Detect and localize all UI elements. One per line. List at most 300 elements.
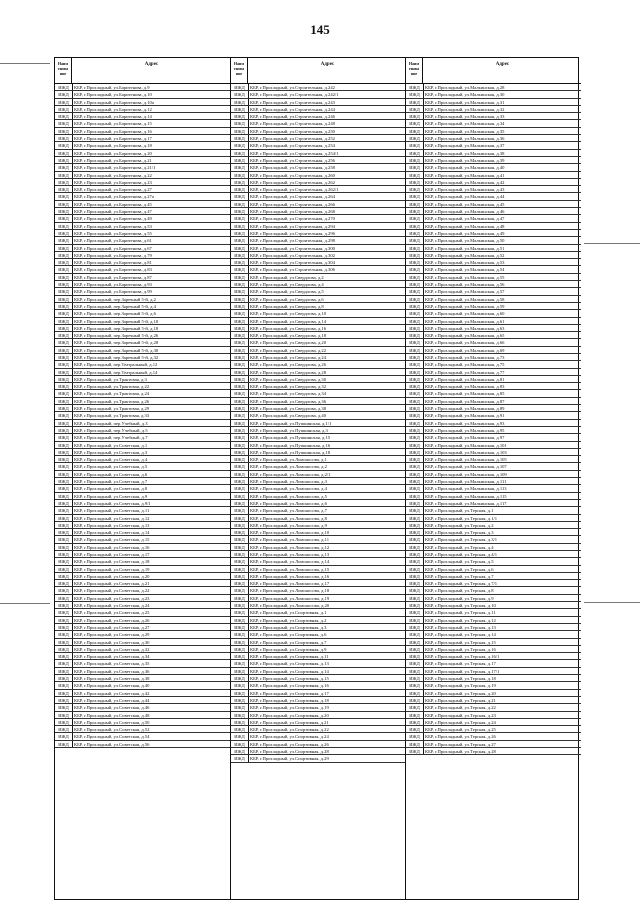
table-row	[55, 398, 230, 405]
object-type-cell: ИЖД	[406, 595, 424, 601]
table-row	[231, 536, 406, 543]
object-type-cell: ИЖД	[55, 653, 73, 659]
object-type-cell: ИЖД	[231, 536, 249, 542]
address-cell: КБР, г.Прохладный, ул.Терская, д.19	[425, 683, 496, 689]
object-type-cell: ИЖД	[406, 463, 424, 469]
table-column-2	[230, 58, 406, 899]
object-type-cell: ИЖД	[406, 215, 424, 221]
object-type-cell: ИЖД	[231, 369, 249, 375]
table-row	[55, 230, 230, 237]
object-type-cell: ИЖД	[231, 288, 249, 294]
table-row	[55, 471, 230, 478]
table-row	[406, 325, 581, 332]
address-cell: КБР, г.Прохладный, ул.Малкинская, д.95	[425, 427, 505, 433]
address-cell: КБР, г.Прохладный, ул.Трактовая, д.22	[74, 384, 150, 390]
table-row	[55, 383, 230, 390]
address-cell: КБР, г.Прохладный, ул.Советская, д.16	[74, 544, 150, 550]
table-row	[55, 128, 230, 135]
address-cell: КБР, г.Прохладный, ул.Баритенова, д.21/1	[74, 165, 156, 171]
table-row	[231, 142, 406, 149]
object-type-cell: ИЖД	[55, 274, 73, 280]
address-cell: КБР, г.Прохладный, ул.Баритенова, д.10	[74, 92, 152, 98]
object-type-cell: ИЖД	[55, 646, 73, 652]
table-row	[231, 566, 406, 573]
object-type-cell: ИЖД	[406, 354, 424, 360]
table-row	[55, 120, 230, 127]
address-cell: КБР, г.Прохладный, ул.Спортивная, д.18	[250, 697, 329, 703]
object-type-cell: ИЖД	[231, 398, 249, 404]
object-type-cell: ИЖД	[231, 660, 249, 666]
object-type-cell: ИЖД	[231, 690, 249, 696]
object-type-cell: ИЖД	[55, 390, 73, 396]
object-type-cell: ИЖД	[231, 478, 249, 484]
object-type-cell: ИЖД	[55, 339, 73, 345]
table-row	[55, 741, 230, 748]
address-cell: КБР, г.Прохладный, ул.Терская, д.4	[425, 544, 494, 550]
table-row	[406, 281, 581, 288]
address-cell: КБР, г.Прохладный, ул.Советская, д.21	[74, 581, 150, 587]
address-cell: КБР, г.Прохладный, ул.Ломоносова, д.9	[250, 522, 327, 528]
address-cell: КБР, г.Прохладный, ул.Баритенова, д.61	[74, 238, 152, 244]
table-row	[231, 390, 406, 397]
address-cell: КБР, г.Прохладный, ул.Баритенова, д.79	[74, 252, 152, 258]
object-type-cell: ИЖД	[231, 296, 249, 302]
object-type-cell: ИЖД	[55, 515, 73, 521]
object-type-cell: ИЖД	[231, 427, 249, 433]
object-type-cell: ИЖД	[406, 157, 424, 163]
object-type-cell: ИЖД	[406, 697, 424, 703]
address-cell: КБР, г.Прохладный, ул.Малкинская, д.91	[425, 413, 505, 419]
object-type-cell: ИЖД	[55, 697, 73, 703]
address-cell: КБР, г.Прохладный, ул.Терская, д.17/1	[425, 668, 500, 674]
table-row	[406, 245, 581, 252]
object-type-cell: ИЖД	[406, 507, 424, 513]
address-cell: КБР, г.Прохладный, ул.Баритенова, д.93	[74, 282, 152, 288]
address-cell: КБР, г.Прохладный, ул.Свердлова, д.22	[250, 347, 327, 353]
address-cell: КБР, г.Прохладный, ул.Свердлова, д.30	[250, 376, 327, 382]
address-cell: КБР, г.Прохладный, ул.Свердлова, д.26	[250, 362, 327, 368]
address-cell: КБР, г.Прохладный, ул.Спортивная, д.16	[250, 683, 329, 689]
table-row	[231, 500, 406, 507]
object-type-cell: ИЖД	[406, 646, 424, 652]
address-cell: КБР, г.Прохладный, ул.Свердлова, д.34	[250, 391, 327, 397]
object-type-cell: ИЖД	[406, 478, 424, 484]
table-row	[406, 157, 581, 164]
table-row	[406, 587, 581, 594]
object-type-cell: ИЖД	[231, 551, 249, 557]
object-type-cell: ИЖД	[231, 420, 249, 426]
table-row	[55, 339, 230, 346]
table-row	[231, 201, 406, 208]
table-row	[55, 631, 230, 638]
object-type-cell: ИЖД	[406, 704, 424, 710]
address-cell: КБР, г.Прохладный, ул.Пушкинская, д.18	[250, 449, 331, 455]
address-cell: КБР, г.Прохладный, ул.Ломоносова, д.12	[250, 544, 330, 550]
address-cell: КБР, г.Прохладный, ул.Советская, д.5	[74, 464, 148, 470]
object-type-cell: ИЖД	[406, 99, 424, 105]
table-row	[55, 274, 230, 281]
table-row	[406, 646, 581, 653]
object-type-cell: ИЖД	[406, 660, 424, 666]
table-row	[55, 536, 230, 543]
table-row	[55, 99, 230, 106]
address-cell: КБР, г.Прохладный, ул.Советская, д.38	[74, 676, 150, 682]
address-cell: КБР, г.Прохладный, ул.Свердлова, д.20	[250, 340, 327, 346]
address-cell: КБР, г.Прохладный, ул.Спортивная, д.26	[250, 741, 329, 747]
object-type-cell: ИЖД	[406, 288, 424, 294]
address-cell: КБР, г.Прохладный, ул.Ломоносова, д.1	[250, 457, 327, 463]
object-type-cell: ИЖД	[55, 551, 73, 557]
object-type-cell: ИЖД	[55, 223, 73, 229]
object-type-cell: ИЖД	[406, 106, 424, 112]
address-cell: КБР, г.Прохладный, ул.Спортивная, д.11	[250, 654, 329, 660]
object-type-cell: ИЖД	[406, 653, 424, 659]
object-type-cell: ИЖД	[231, 354, 249, 360]
table-row	[231, 259, 406, 266]
table-row	[231, 193, 406, 200]
table-row	[55, 515, 230, 522]
table-row	[231, 755, 406, 762]
object-type-cell: ИЖД	[55, 281, 73, 287]
table-row	[406, 223, 581, 230]
address-cell: КБР, г.Прохладный, ул.Советская, д.29	[74, 632, 150, 638]
table-row	[231, 704, 406, 711]
object-type-cell: ИЖД	[55, 668, 73, 674]
object-type-cell: ИЖД	[406, 84, 424, 90]
table-row	[55, 704, 230, 711]
object-type-cell: ИЖД	[406, 208, 424, 214]
address-cell: КБР, г.Прохладный, ул.Ломоносова, д.2/1	[250, 471, 331, 477]
type-header: Наим енова ние	[406, 58, 423, 83]
object-type-cell: ИЖД	[55, 719, 73, 725]
table-row	[231, 150, 406, 157]
table-row	[231, 369, 406, 376]
table-row	[231, 733, 406, 740]
address-cell: КБР, г.Прохладный, ул.Свердлова, д.10	[250, 311, 327, 317]
table-row	[406, 500, 581, 507]
table-row	[55, 193, 230, 200]
address-cell: КБР, г.Прохладный, ул.Советская, д.35	[74, 661, 150, 667]
address-cell: КБР, г.Прохладный, ул.Терская, д.10	[425, 603, 496, 609]
table-row	[231, 551, 406, 558]
table-row	[55, 354, 230, 361]
object-type-cell: ИЖД	[231, 383, 249, 389]
table-row	[406, 544, 581, 551]
object-type-cell: ИЖД	[231, 310, 249, 316]
header-row	[406, 58, 581, 84]
table-row	[406, 172, 581, 179]
object-type-cell: ИЖД	[231, 120, 249, 126]
table-row	[55, 690, 230, 697]
object-type-cell: ИЖД	[406, 741, 424, 747]
object-type-cell: ИЖД	[55, 741, 73, 747]
address-cell: КБР, г.Прохладный, ул.Малкинская, д.36	[425, 136, 505, 142]
address-cell: КБР, г.Прохладный, ул.Баритенова, д.20	[74, 150, 152, 156]
table-row	[55, 310, 230, 317]
table-row	[55, 478, 230, 485]
object-type-cell: ИЖД	[55, 237, 73, 243]
object-type-cell: ИЖД	[406, 245, 424, 251]
header-row	[231, 58, 406, 84]
object-type-cell: ИЖД	[231, 128, 249, 134]
address-cell: КБР, г.Прохладный, ул.Строительная, д.254	[250, 143, 335, 149]
table-row	[55, 609, 230, 616]
address-cell: КБР, г.Прохладный, ул.Малкинская, д.81	[425, 376, 505, 382]
object-type-cell: ИЖД	[231, 704, 249, 710]
address-cell: КБР, г.Прохладный, ул.Советская, д.7	[74, 479, 148, 485]
table-row	[231, 157, 406, 164]
table-row	[231, 427, 406, 434]
address-cell: КБР, г.Прохладный, ул.Строительная, д.300	[250, 245, 335, 251]
table-row	[406, 726, 581, 733]
object-type-cell: ИЖД	[231, 493, 249, 499]
rows-container	[231, 84, 406, 899]
table-row	[231, 544, 406, 551]
address-cell: КБР, г.Прохладный, ул.Малкинская, д.51	[425, 245, 505, 251]
table-row	[231, 230, 406, 237]
table-row	[406, 675, 581, 682]
table-row	[231, 223, 406, 230]
address-cell: КБР, г.Прохладный, ул.Спортивная, д.7	[250, 639, 327, 645]
object-type-cell: ИЖД	[406, 230, 424, 236]
object-type-cell: ИЖД	[406, 150, 424, 156]
object-type-cell: ИЖД	[231, 602, 249, 608]
address-cell: КБР, г.Прохладный, ул.Советская, д.8	[74, 486, 148, 492]
object-type-cell: ИЖД	[55, 208, 73, 214]
table-row	[406, 741, 581, 748]
object-type-cell: ИЖД	[231, 412, 249, 418]
address-cell: КБР, г.Прохладный, ул.Малкинская, д.42	[425, 179, 505, 185]
table-row	[231, 690, 406, 697]
object-type-cell: ИЖД	[231, 347, 249, 353]
table-row	[406, 288, 581, 295]
table-row	[406, 704, 581, 711]
address-cell: КБР, г.Прохладный, ул.Спортивная, д.6	[250, 632, 327, 638]
table-row	[406, 668, 581, 675]
table-row	[406, 682, 581, 689]
table-row	[406, 463, 581, 470]
address-cell: КБР, г.Прохладный, ул.Спортивная, д.9	[250, 646, 327, 652]
table-row	[231, 478, 406, 485]
address-cell: КБР, г.Прохладный, ул.Терская, д.28	[425, 749, 496, 755]
object-type-cell: ИЖД	[406, 91, 424, 97]
object-type-cell: ИЖД	[231, 266, 249, 272]
table-row	[55, 150, 230, 157]
address-cell: КБР, г.Прохладный, ул.Малкинская, д.69	[425, 347, 505, 353]
rows-container	[406, 84, 581, 899]
object-type-cell: ИЖД	[406, 120, 424, 126]
address-cell: КБР, г.Прохладный, ул.Малкинская, д.45	[425, 201, 505, 207]
address-cell: КБР, г.Прохладный, ул.Малкинская, д.61	[425, 318, 505, 324]
table-row	[406, 653, 581, 660]
object-type-cell: ИЖД	[55, 412, 73, 418]
table-row	[406, 639, 581, 646]
table-row	[231, 303, 406, 310]
object-type-cell: ИЖД	[55, 544, 73, 550]
address-cell: КБР, г.Прохладный, ул.Терская, д.17	[425, 661, 496, 667]
address-cell: КБР, г.Прохладный, ул.Малкинская, д.117	[425, 500, 507, 506]
address-cell: КБР, г.Прохладный, ул.Терская, д.3/1	[425, 537, 498, 543]
address-cell: КБР, г.Прохладный, ул.Малкинская, д.109	[425, 471, 507, 477]
object-type-cell: ИЖД	[55, 142, 73, 148]
table-row	[55, 157, 230, 164]
address-cell: КБР, г.Прохладный, ул.Баритенова, д.81	[74, 260, 152, 266]
object-type-cell: ИЖД	[406, 405, 424, 411]
address-cell: КБР, г.Прохладный, ул.Советская, д.4	[74, 457, 148, 463]
object-type-cell: ИЖД	[406, 639, 424, 645]
address-cell: КБР, г.Прохладный, ул.Баритенова, д.21	[74, 157, 152, 163]
object-type-cell: ИЖД	[406, 361, 424, 367]
object-type-cell: ИЖД	[406, 573, 424, 579]
address-cell: КБР, г.Прохладный, ул.Малкинская, д.46	[425, 209, 505, 215]
address-cell: КБР, г.Прохладный, ул.Строительная, д.302	[250, 252, 335, 258]
address-cell: КБР, г.Прохладный, ул.Советская, д.48	[74, 712, 150, 718]
address-cell: КБР, г.Прохладный, ул.Строительная, д.296	[250, 230, 335, 236]
table-row	[406, 712, 581, 719]
address-cell: КБР, г.Прохладный, пер.Заречный 5-й, д.4	[74, 303, 156, 309]
table-row	[406, 274, 581, 281]
address-cell: КБР, г.Прохладный, ул.Советская, д.26	[74, 617, 150, 623]
address-cell: КБР, г.Прохладный, ул.Малкинская, д.33	[425, 114, 505, 120]
table-row	[55, 617, 230, 624]
object-type-cell: ИЖД	[406, 551, 424, 557]
table-row	[406, 310, 581, 317]
object-type-cell: ИЖД	[231, 113, 249, 119]
address-cell: КБР, г.Прохладный, ул.Терская, д.1	[425, 508, 494, 514]
object-type-cell: ИЖД	[55, 310, 73, 316]
address-cell: КБР, г.Прохладный, ул.Малкинская, д.52	[425, 252, 505, 258]
address-cell: КБР, г.Прохладный, ул.Баритенова, д.9	[74, 85, 150, 90]
table-row	[406, 493, 581, 500]
table-row	[231, 186, 406, 193]
object-type-cell: ИЖД	[55, 84, 73, 90]
address-cell: КБР, г.Прохладный, ул.Советская, д.14	[74, 530, 150, 536]
address-cell: КБР, г.Прохладный, ул.Советская, д.9	[74, 493, 148, 499]
object-type-cell: ИЖД	[231, 726, 249, 732]
table-row	[406, 551, 581, 558]
address-cell: КБР, г.Прохладный, ул.Ломоносова, д.14	[250, 559, 330, 565]
table-row	[406, 252, 581, 259]
address-cell: КБР, г.Прохладный, ул.Баритенова, д.15	[74, 121, 152, 127]
object-type-cell: ИЖД	[231, 624, 249, 630]
table-row	[231, 515, 406, 522]
table-row	[231, 91, 406, 98]
address-cell: КБР, г.Прохладный, ул.Строительная, д.258	[250, 165, 335, 171]
object-type-cell: ИЖД	[55, 500, 73, 506]
table-row	[406, 201, 581, 208]
table-row	[406, 442, 581, 449]
address-cell: КБР, г.Прохладный, ул.Баритенова, д.67	[74, 245, 152, 251]
object-type-cell: ИЖД	[55, 193, 73, 199]
object-type-cell: ИЖД	[55, 135, 73, 141]
table-row	[55, 106, 230, 113]
table-row	[55, 529, 230, 536]
address-cell: КБР, г.Прохладный, ул.Терская, д.25	[425, 727, 496, 733]
address-cell: КБР, г.Прохладный, ул.Строительная, д.270	[250, 216, 335, 222]
table-row	[406, 420, 581, 427]
table-row	[406, 369, 581, 376]
address-cell: КБР, г.Прохладный, ул.Свердлова, д.36	[250, 398, 327, 404]
table-row	[231, 602, 406, 609]
address-cell: КБР, г.Прохладный, пер.Театральный, д.14	[74, 369, 158, 375]
table-row	[231, 507, 406, 514]
object-type-cell: ИЖД	[231, 274, 249, 280]
address-cell: КБР, г.Прохладный, ул.Советская, д.40	[74, 683, 150, 689]
rows-container	[55, 84, 230, 899]
address-cell: КБР, г.Прохладный, ул.Трактовая, д.3	[74, 376, 147, 382]
address-cell: КБР, г.Прохладный, ул.Малкинская, д.53	[425, 260, 505, 266]
table-row	[231, 172, 406, 179]
table-row	[231, 668, 406, 675]
table-row	[231, 274, 406, 281]
address-cell: КБР, г.Прохладный, ул.Свердлова, д.40	[250, 413, 327, 419]
table-row	[55, 675, 230, 682]
object-type-cell: ИЖД	[406, 580, 424, 586]
table-row	[55, 580, 230, 587]
object-type-cell: ИЖД	[231, 755, 249, 761]
address-cell: КБР, г.Прохладный, ул.Строительная, д.264	[250, 194, 335, 200]
object-type-cell: ИЖД	[55, 434, 73, 440]
table-row	[406, 449, 581, 456]
table-row	[406, 529, 581, 536]
object-type-cell: ИЖД	[231, 500, 249, 506]
address-cell: КБР, г.Прохладный, ул.Баритенова, д.10а	[74, 99, 154, 105]
address-cell: КБР, г.Прохладный, ул.Малкинская, д.30	[425, 92, 505, 98]
object-type-cell: ИЖД	[406, 719, 424, 725]
table-row	[55, 179, 230, 186]
address-cell: КБР, г.Прохладный, ул.Ломоносова, д.17	[250, 581, 330, 587]
address-cell: КБР, г.Прохладный, ул.Баритенова, д.27	[74, 187, 152, 193]
object-type-cell: ИЖД	[231, 164, 249, 170]
table-row	[406, 230, 581, 237]
object-type-cell: ИЖД	[406, 274, 424, 280]
address-cell: КБР, г.Прохладный, ул.Спортивная, д.20	[250, 712, 329, 718]
address-cell: КБР, г.Прохладный, ул.Терская, д.12	[425, 617, 496, 623]
address-cell: КБР, г.Прохладный, ул.Терская, д.16	[425, 646, 496, 652]
table-row	[231, 215, 406, 222]
table-row	[231, 653, 406, 660]
address-cell: КБР, г.Прохладный, ул.Терская, д.24	[425, 719, 496, 725]
object-type-cell: ИЖД	[406, 172, 424, 178]
address-cell: КБР, г.Прохладный, ул.Малкинская, д.49	[425, 230, 505, 236]
object-type-cell: ИЖД	[231, 193, 249, 199]
object-type-cell: ИЖД	[231, 99, 249, 105]
table-row	[231, 296, 406, 303]
table-row	[406, 660, 581, 667]
object-type-cell: ИЖД	[406, 339, 424, 345]
object-type-cell: ИЖД	[406, 726, 424, 732]
table-row	[55, 719, 230, 726]
address-cell: КБР, г.Прохладный, ул.Малкинская, д.56	[425, 282, 505, 288]
address-cell: КБР, г.Прохладный, ул.Терская, д.6	[425, 566, 494, 572]
table-row	[55, 639, 230, 646]
table-row	[406, 566, 581, 573]
object-type-cell: ИЖД	[406, 617, 424, 623]
object-type-cell: ИЖД	[231, 485, 249, 491]
table-row	[55, 485, 230, 492]
object-type-cell: ИЖД	[231, 675, 249, 681]
table-row	[406, 332, 581, 339]
address-cell: КБР, г.Прохладный, ул.Строительная, д.254/1	[250, 150, 339, 156]
scan-edge-line	[584, 243, 640, 244]
object-type-cell: ИЖД	[55, 288, 73, 294]
object-type-cell: ИЖД	[406, 500, 424, 506]
object-type-cell: ИЖД	[231, 471, 249, 477]
object-type-cell: ИЖД	[406, 544, 424, 550]
table-row	[406, 318, 581, 325]
header-row	[55, 58, 230, 84]
table-row	[406, 215, 581, 222]
